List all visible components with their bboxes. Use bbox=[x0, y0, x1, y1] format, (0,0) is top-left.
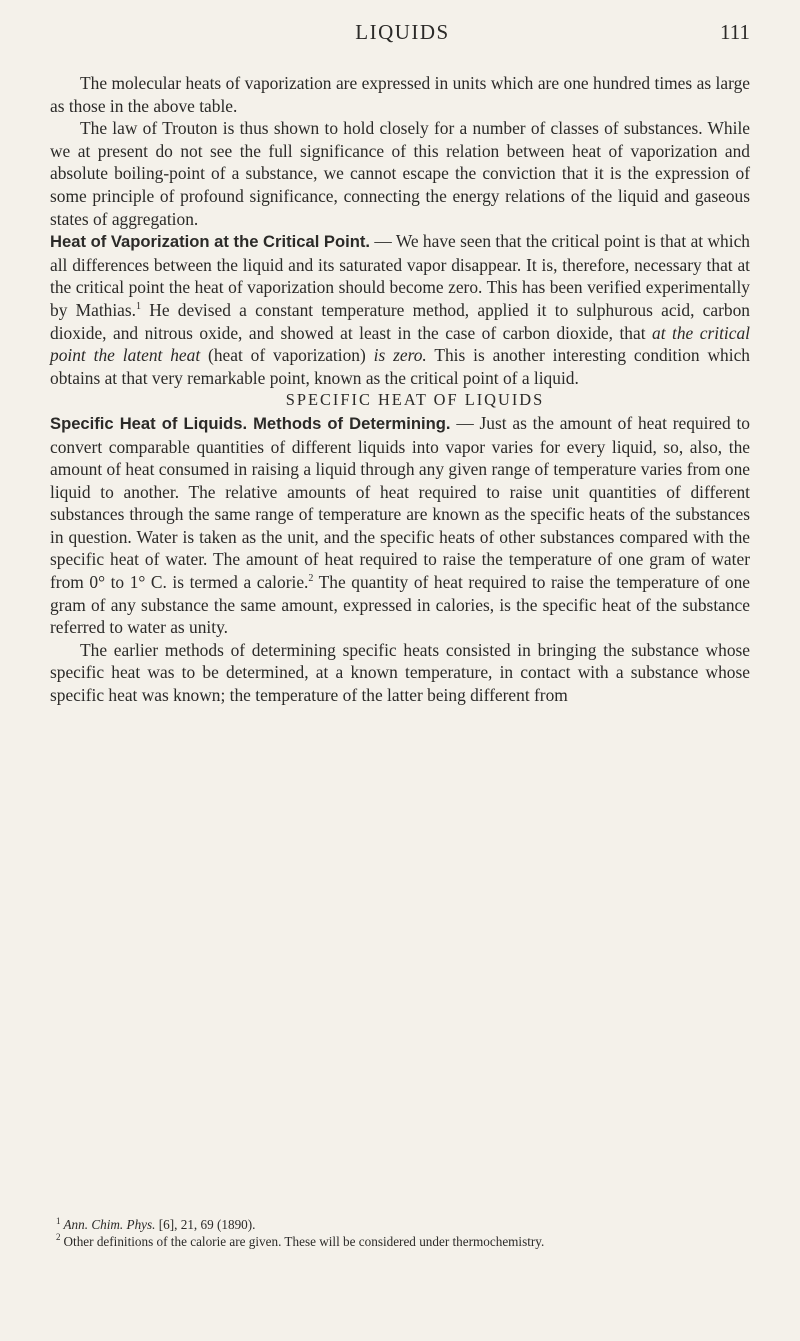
text-segment: — We have seen that the critical point is that at which all differences between the liquid and its saturated vapor disappear. It is, therefore, necessary that at the critical point the heat of vaporization should become zero. This has been verified experimentally by Mathias. bbox=[50, 231, 750, 320]
footnote-text: Other definitions of the calorie are given. These will be considered under thermochemistry. bbox=[63, 1233, 545, 1249]
text-segment: The quantity of heat required to raise the temperature of one gram of any substance the same amount, expressed in calories, is the specific heat of the substance referred to water as unity. bbox=[50, 572, 750, 638]
italic-text: at the critical point the latent heat bbox=[50, 322, 750, 366]
text-segment: — Just as the amount of heat required to convert comparable quantities of different liquids into vapor varies for every liquid, so, also, the amount of heat consumed in raising a liquid through any given range of temperature varies from one liquid to another. The relative amounts of heat required to raise unit quantities of different substances through the same range of temperature are known as the specific heats of the substances in question. Water is taken as the unit, and the specific heats of other substances compared with the specific heat of water. The amount of heat required to raise the temperature of one gram of water from 0° to 1° C. is termed a calorie. bbox=[50, 412, 750, 593]
footnote-2 bbox=[50, 1234, 750, 1251]
footnote-marker: 2 bbox=[56, 1232, 61, 1243]
paragraph-earlier-methods: The earlier methods of determining specific heats consisted in bringing the substance whose specific heat was to be determined, at a known temperature, in contact with a substance whose specific heat was known; the temperature of the latter being different from bbox=[50, 639, 750, 706]
page-number: 111 bbox=[720, 20, 750, 44]
footnotes bbox=[50, 1217, 750, 1250]
section-heading: SPECIFIC HEAT OF LIQUIDS bbox=[285, 390, 545, 410]
running-head bbox=[55, 20, 750, 50]
footnote-1 bbox=[50, 1217, 750, 1234]
italic-text: is zero. bbox=[373, 345, 427, 366]
run-in-heading-specific-heat: Specific Heat of Liquids. Methods of Determining. bbox=[50, 413, 451, 433]
run-in-heading-critical-point: Heat of Vaporization at the Critical Point. bbox=[50, 232, 371, 252]
text-segment: This is another interesting condition which obtains at that very remarkable point, known as the critical point of a liquid. bbox=[50, 345, 750, 388]
paragraph-molecular-heats: The molecular heats of vaporization are expressed in units which are one hundred times as large as those in the above table. bbox=[50, 73, 750, 116]
paragraph-trouton-law: The law of Trouton is thus shown to hold closely for a number of classes of substances. While we at present do not see the full significance of this relation between heat of vaporization and absolute boiling-point of a substance, we cannot escape the conviction that it is the expression of some principle of profound significance, connecting the energy relations of the liquid and gaseous states of aggregation. bbox=[50, 118, 750, 229]
running-title: LIQUIDS bbox=[355, 20, 450, 44]
footnote-marker: 1 bbox=[56, 1215, 61, 1226]
paragraph-specific-heat bbox=[50, 412, 750, 639]
footnote-citation: [6], 21, 69 (1890). bbox=[155, 1217, 256, 1232]
paragraph-critical-point bbox=[50, 230, 750, 389]
text-segment: He devised a constant temperature method, applied it to sulphurous acid, carbon dioxide, and nitrous oxide, and showed at least in the case of carbon dioxide, that bbox=[50, 299, 750, 343]
body-text bbox=[50, 72, 750, 707]
footnote-ref-2: 2 bbox=[308, 573, 314, 585]
footnote-journal: Ann. Chim. Phys. bbox=[63, 1217, 156, 1232]
text-segment: (heat of vaporization) bbox=[200, 345, 374, 366]
footnote-ref-1: 1 bbox=[136, 301, 142, 313]
